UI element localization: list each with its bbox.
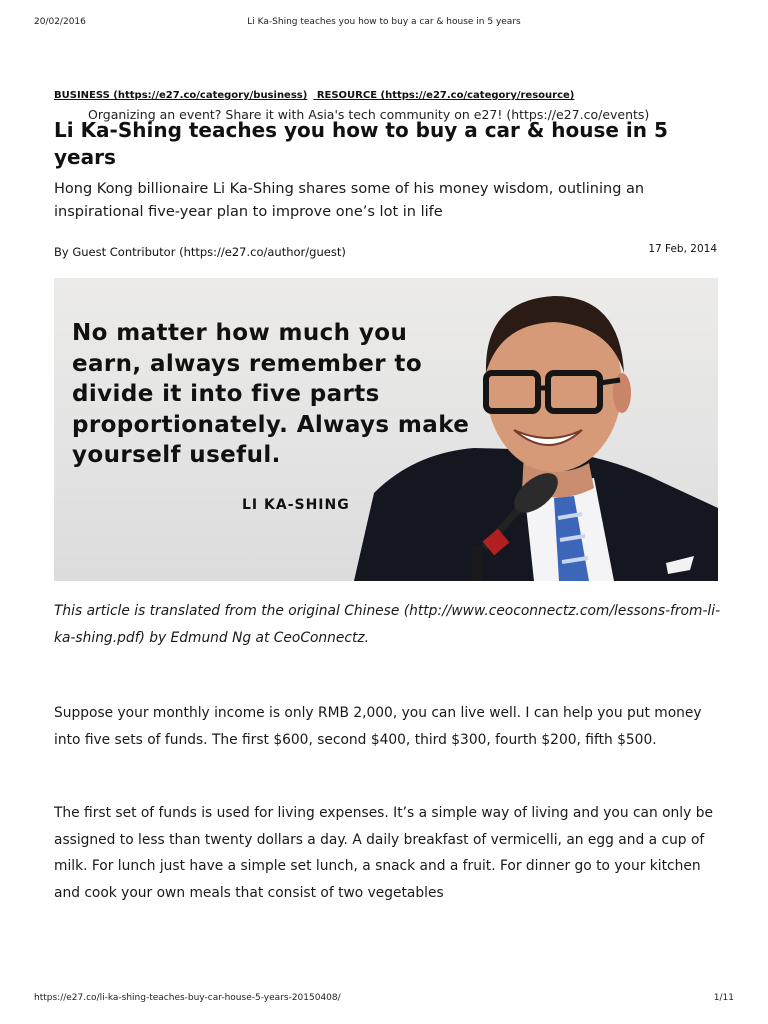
- article-paragraph: The first set of funds is used for living expenses. It’s a simple way of living and you can only be assigned to less than twenty dollars a day. A daily breakfast of vermicelli, an egg and a cup of milk. For lunch just have a simple set lunch, a snack and a fruit. For dinner go to your kitchen and cook your own meals that consist of two vegetables: [54, 805, 713, 901]
- print-footer: [34, 993, 734, 1005]
- translation-note: This article is translated from the original Chinese (http://www.ceoconnectz.com/lessons-from-li-ka-shing.pdf) by Edmund Ng at CeoConnectz.: [54, 603, 721, 646]
- article-date: 17 Feb, 2014: [648, 243, 717, 255]
- promo-banner[interactable]: Organizing an event? Share it with Asia's tech community on e27! (https://e27.co/events): [88, 107, 650, 122]
- article-paragraph: Suppose your monthly income is only RMB 2,000, you can live well. I can help you put money into five sets of funds. The first $600, second $400, third $300, fourth $200, fifth $500.: [54, 705, 702, 748]
- hero-attribution: LI KA-SHING: [242, 497, 350, 513]
- article-headline: Li Ka-Shing teaches you how to buy a car & house in 5 years: [54, 118, 668, 169]
- category-link-business[interactable]: BUSINESS (https://e27.co/category/business): [54, 90, 308, 101]
- print-date: 20/02/2016: [34, 17, 86, 27]
- hero-quote: No matter how much you earn, always remember to divide it into five parts proportionately. Always make yourself useful.: [72, 320, 470, 468]
- hero-image: [54, 278, 718, 581]
- category-links: [54, 90, 580, 101]
- category-link-resource[interactable]: RESOURCE (https://e27.co/category/resource): [316, 90, 575, 101]
- page-number: 1/11: [713, 993, 734, 1003]
- print-header: [34, 17, 734, 29]
- article-dek: Hong Kong billionaire Li Ka-Shing shares some of his money wisdom, outlining an inspirational five-year plan to improve one’s lot in life: [54, 181, 645, 220]
- print-title: Li Ka-Shing teaches you how to buy a car & house in 5 years: [247, 17, 521, 27]
- print-url: https://e27.co/li-ka-shing-teaches-buy-car-house-5-years-20150408/: [34, 993, 341, 1003]
- article-byline[interactable]: By Guest Contributor (https://e27.co/author/guest): [54, 245, 346, 259]
